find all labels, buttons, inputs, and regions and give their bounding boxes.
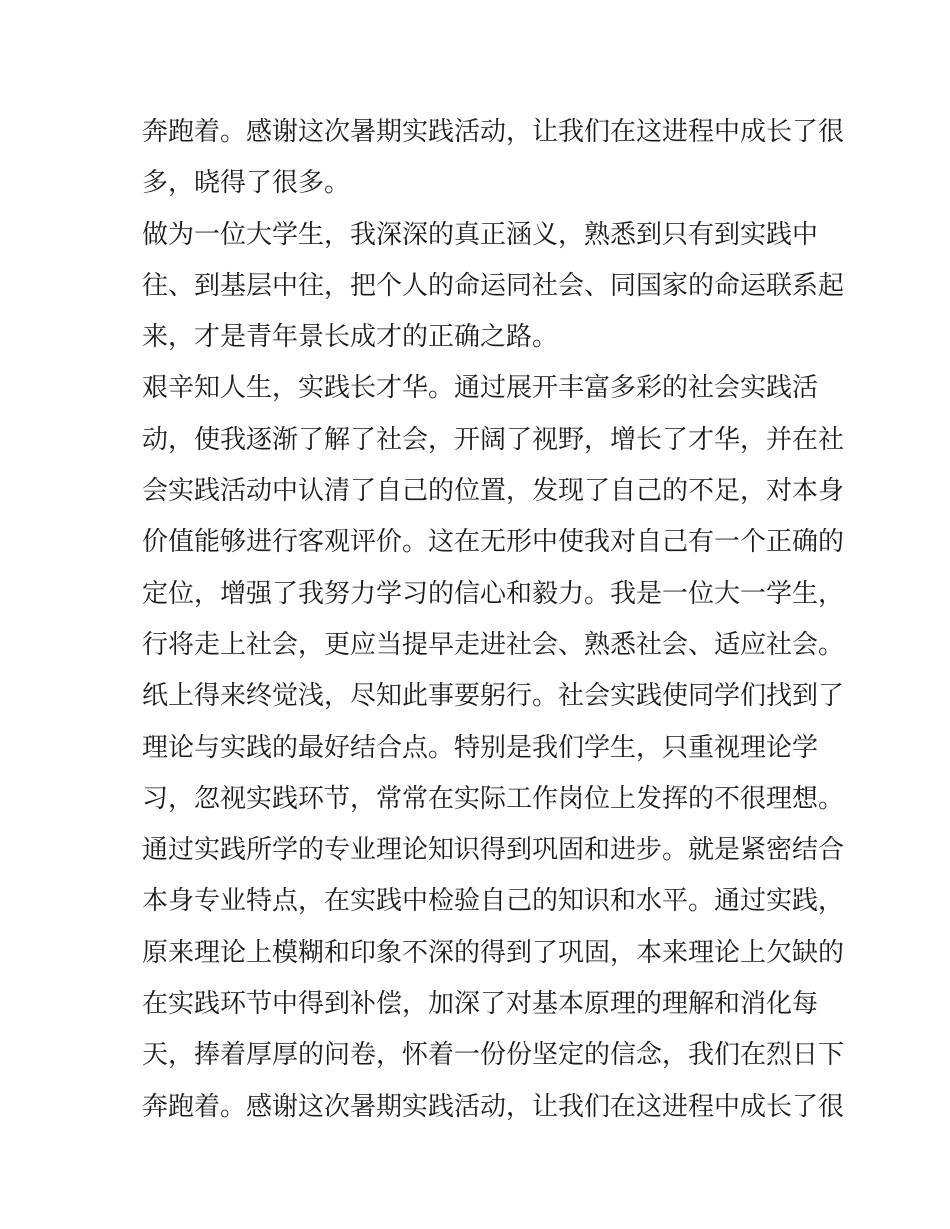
text-line: 天，捧着厚厚的问卷，怀着一份份坚定的信念，我们在烈日下	[142, 1040, 845, 1071]
text-line: 在实践环节中得到补偿，加深了对基本原理的理解和消化每	[142, 989, 819, 1020]
text-line: 奔跑着。感谢这次暑期实践活动，让我们在这进程中成长了很	[142, 117, 845, 147]
text-line: 多，晓得了很多。	[142, 168, 351, 199]
text-line: 定位，增强了我努力学习的信心和毅力。我是一位大一学生，	[142, 578, 845, 609]
text-line: 做为一位大学生，我深深的真正涵义，熟悉到只有到实践中	[142, 219, 819, 250]
text-line: 本身专业特点，在实践中检验自己的知识和水平。通过实践，	[142, 886, 845, 917]
text-line: 价值能够进行客观评价。这在无形中使我对自己有一个正确的	[142, 527, 845, 558]
text-line: 通过实践所学的专业理论知识得到巩固和进步。就是紧密结合	[142, 835, 845, 866]
body-text	[142, 107, 845, 1133]
text-line: 行将走上社会，更应当提早走进社会、熟悉社会、适应社会。	[142, 629, 845, 660]
text-line: 习，忽视实践环节，常常在实际工作岗位上发挥的不很理想。	[142, 783, 845, 814]
text-line: 往、到基层中往，把个人的命运同社会、同国家的命运联系起	[142, 270, 845, 301]
text-line: 来，才是青年景长成才的正确之路。	[142, 322, 559, 353]
text-line: 会实践活动中认清了自己的位置，发现了自己的不足，对本身	[142, 476, 845, 507]
text-line: 艰辛知人生，实践长才华。通过展开丰富多彩的社会实践活	[142, 373, 819, 404]
text-line: 动，使我逐渐了解了社会，开阔了视野，增长了才华，并在社	[142, 424, 845, 455]
text-line: 纸上得来终觉浅，尽知此事要躬行。社会实践使同学们找到了	[142, 681, 845, 712]
text-line: 原来理论上模糊和印象不深的得到了巩固，本来理论上欠缺的	[142, 937, 845, 968]
text-line: 奔跑着。感谢这次暑期实践活动，让我们在这进程中成长了很	[142, 1091, 845, 1122]
text-line: 理论与实践的最好结合点。特别是我们学生，只重视理论学	[142, 732, 819, 763]
